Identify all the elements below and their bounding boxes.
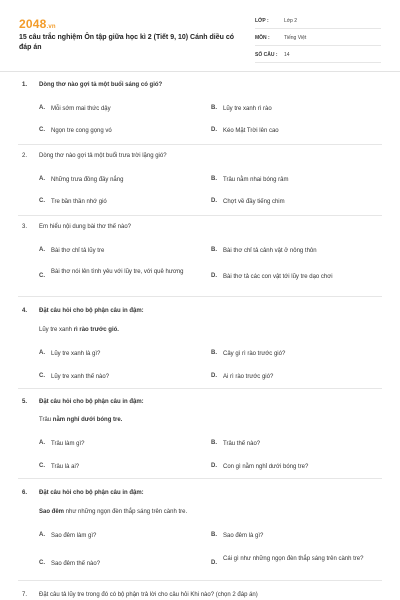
option-text: Chợt về đầy tiếng chim (223, 199, 285, 205)
option-letter: A. (39, 247, 45, 253)
question-number: 6. (22, 490, 28, 496)
option-letter: C. (39, 127, 45, 133)
question-text: Đặt câu hỏi cho bộ phận câu in đậm: (39, 399, 144, 405)
option-text: Ngọn tre cong gọng vó (51, 128, 112, 134)
option-text: Trâu nằm nhai bóng râm (223, 177, 289, 183)
sentence-text: Trâu (39, 417, 53, 423)
question-number: 7. (22, 592, 28, 598)
option-text: Cây gì rì rào trước gió? (223, 351, 286, 357)
option-text: Ai rì rào trước gió? (223, 374, 274, 380)
option-text: Sao đêm làm gì? (51, 533, 97, 539)
option-letter: D. (211, 127, 217, 133)
option-letter: D. (211, 198, 217, 204)
option-text: Tre bần thần nhớ gió (51, 199, 107, 205)
page-title: 15 câu trắc nghiệm Ôn tập giữa học kì 2 (Tiết 9, 10) Cánh diều có đáp án (19, 34, 234, 51)
question-text: Đặt câu hỏi cho bộ phận câu in đậm: (39, 308, 144, 314)
meta-value: Tiếng Việt (284, 35, 307, 41)
option-text: Bài thơ chỉ tả cảnh vật ở nông thôn (223, 248, 317, 254)
option-letter: A. (39, 105, 45, 111)
divider (18, 296, 382, 297)
option-text: Bài thơ chỉ tả lũy tre (51, 248, 105, 254)
logo-text: 2048 (19, 17, 47, 31)
question-sentence (39, 509, 187, 515)
sentence-highlight: rì rào trước gió. (73, 327, 119, 333)
option-text: Trâu thế nào? (223, 441, 261, 447)
sentence-highlight: nằm nghỉ dưới bóng tre. (52, 417, 123, 423)
meta-value: 14 (284, 52, 290, 58)
option-text: Lũy tre xanh thế nào? (51, 374, 110, 380)
meta-value: Lớp 2 (284, 18, 298, 24)
question-text: Dòng thơ nào gợi tả một buổi trưa trời lặng gió? (39, 153, 167, 159)
sentence-text: như những ngọn đèn thắp sáng trên cành tre. (64, 509, 188, 515)
question-text: Em hiểu nội dung bài thơ thế nào? (39, 224, 132, 230)
option-letter: B. (211, 350, 217, 356)
question-text: Dòng thơ nào gợi tả một buổi sáng có gió? (39, 82, 163, 88)
logo-domain: .vn (46, 24, 56, 30)
site-logo[interactable] (19, 17, 56, 31)
option-letter: D. (211, 463, 217, 469)
sentence-highlight: Sao đêm (39, 509, 65, 515)
option-letter: B. (211, 176, 217, 182)
divider (18, 144, 382, 145)
option-text: Những trưa đồng đầy nắng (51, 177, 124, 183)
question-heading (22, 490, 144, 496)
option-letter: A. (39, 350, 45, 356)
option-text: Cái gì như những ngọn đèn thắp sáng trên cành tre? (223, 556, 364, 562)
option-text: Bài thơ nói lên tình yêu với lũy tre, với quê hương (51, 269, 184, 275)
option-letter: A. (39, 532, 45, 538)
meta-row-class (255, 16, 381, 29)
option-text: Lũy tre xanh rì rào (223, 106, 272, 112)
meta-row-count (255, 50, 381, 63)
meta-label: SỐ CÂU : (255, 52, 278, 58)
divider (18, 215, 382, 216)
quiz-meta (255, 16, 381, 67)
question-heading (22, 153, 167, 159)
option-letter: D. (211, 273, 217, 279)
question-heading (22, 224, 131, 230)
option-text: Bài thơ tả các con vật tới lũy tre dạo chơi (223, 274, 333, 280)
question-heading (22, 308, 144, 314)
option-letter: D. (211, 373, 217, 379)
sentence-text: Lũy tre xanh (39, 327, 74, 333)
option-letter: B. (211, 247, 217, 253)
question-sentence (39, 327, 119, 333)
question-text: Đặt câu tả lũy tre trong đó có bộ phận trả lời cho câu hỏi Khi nào? (chọn 2 đáp án) (39, 592, 258, 598)
option-text: Sao đêm thế nào? (51, 561, 101, 567)
question-sentence (39, 417, 122, 423)
question-text: Đặt câu hỏi cho bộ phận câu in đậm: (39, 490, 144, 496)
question-number: 4. (22, 308, 28, 314)
question-heading (22, 82, 162, 88)
option-letter: C. (39, 373, 45, 379)
option-text: Lũy tre xanh là gì? (51, 351, 101, 357)
option-text: Trâu là ai? (51, 464, 80, 470)
option-text: Sao đêm là gì? (223, 533, 264, 539)
option-text: Trâu làm gì? (51, 441, 85, 447)
divider (18, 580, 382, 581)
divider (18, 388, 382, 389)
quiz-header (0, 0, 400, 72)
meta-row-subject (255, 33, 381, 46)
meta-label: LỚP : (255, 18, 269, 24)
meta-label: MÔN : (255, 35, 270, 41)
question-number: 3. (22, 224, 28, 230)
option-letter: A. (39, 440, 45, 446)
option-letter: C. (39, 273, 45, 279)
question-number: 5. (22, 399, 28, 405)
question-number: 1. (22, 82, 28, 88)
option-text: Kéo Mặt Trời lên cao (223, 128, 279, 134)
question-number: 2. (22, 153, 28, 159)
divider (18, 478, 382, 479)
question-heading (22, 399, 144, 405)
option-text: Con gì nằm nghỉ dưới bóng tre? (223, 464, 309, 470)
option-letter: B. (211, 532, 217, 538)
option-letter: B. (211, 440, 217, 446)
option-text: Mỗi sớm mai thức dậy (51, 106, 111, 112)
option-letter: B. (211, 105, 217, 111)
question-heading (22, 592, 258, 598)
option-letter: A. (39, 176, 45, 182)
option-letter: C. (39, 198, 45, 204)
option-letter: C. (39, 560, 45, 566)
option-letter: C. (39, 463, 45, 469)
option-letter: D. (211, 560, 217, 566)
